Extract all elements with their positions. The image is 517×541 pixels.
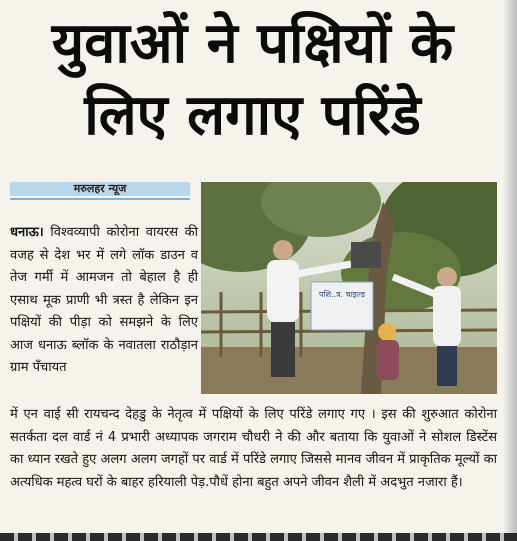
byline: मरुलहर न्यूज xyxy=(10,182,190,196)
story-full-width-text: में एन वाई सी रायचन्द देहडु के नेतृत्व में पक्षियों के लिए परिंडे लगाए गए । इस की शुरुआत कोरोना सतर्कता दल वार्ड नं 4 प्रभारी अध्यापक जगराम चौधरी ने की और बताया कि युवाओं ने सोशल डिस्टेंस का ध्यान रखते हुए अलग अलग जगहों पर वार्ड में परिंडे लगाए जिससे मानव जीवन में प्राकृतिक मूल्यों का अत्यधिक महत्व घरों के बाहर हरियाली पेड़.पौधें होना बहुत अपने जीवन शैली में अदभुत नजारा हैं। xyxy=(10,407,497,490)
headline-line-1: युवाओं ने पक्षियों के xyxy=(51,11,454,76)
headline-line-2: लिए लगाए परिंडे xyxy=(84,83,421,148)
bottom-edge-strip xyxy=(0,533,517,541)
headline xyxy=(0,8,505,152)
byline-rule xyxy=(10,198,190,200)
dateline: धनाऊ। xyxy=(10,225,44,240)
news-photo-illustration xyxy=(201,182,497,394)
story-column-text xyxy=(10,222,198,380)
story-column-body: विश्वव्यापी कोरोना वायरस की वजह से देश भर में लगे लॉक डाउन व तेज गर्मी में आमजन तो बेहाल है ही एसाथ मूक प्राणी भी त्रस्त है लेकिन इन पक्षियों की पीड़ा को समझने के लिए आज धनाऊ ब्लॉक के नवातला राठौड़ान ग्राम पँचायत xyxy=(10,225,198,375)
news-photo xyxy=(201,182,497,394)
photo-banner-text: पशि..त्र. चाइल्ड xyxy=(318,290,366,299)
page-edge-shadow xyxy=(503,0,517,541)
